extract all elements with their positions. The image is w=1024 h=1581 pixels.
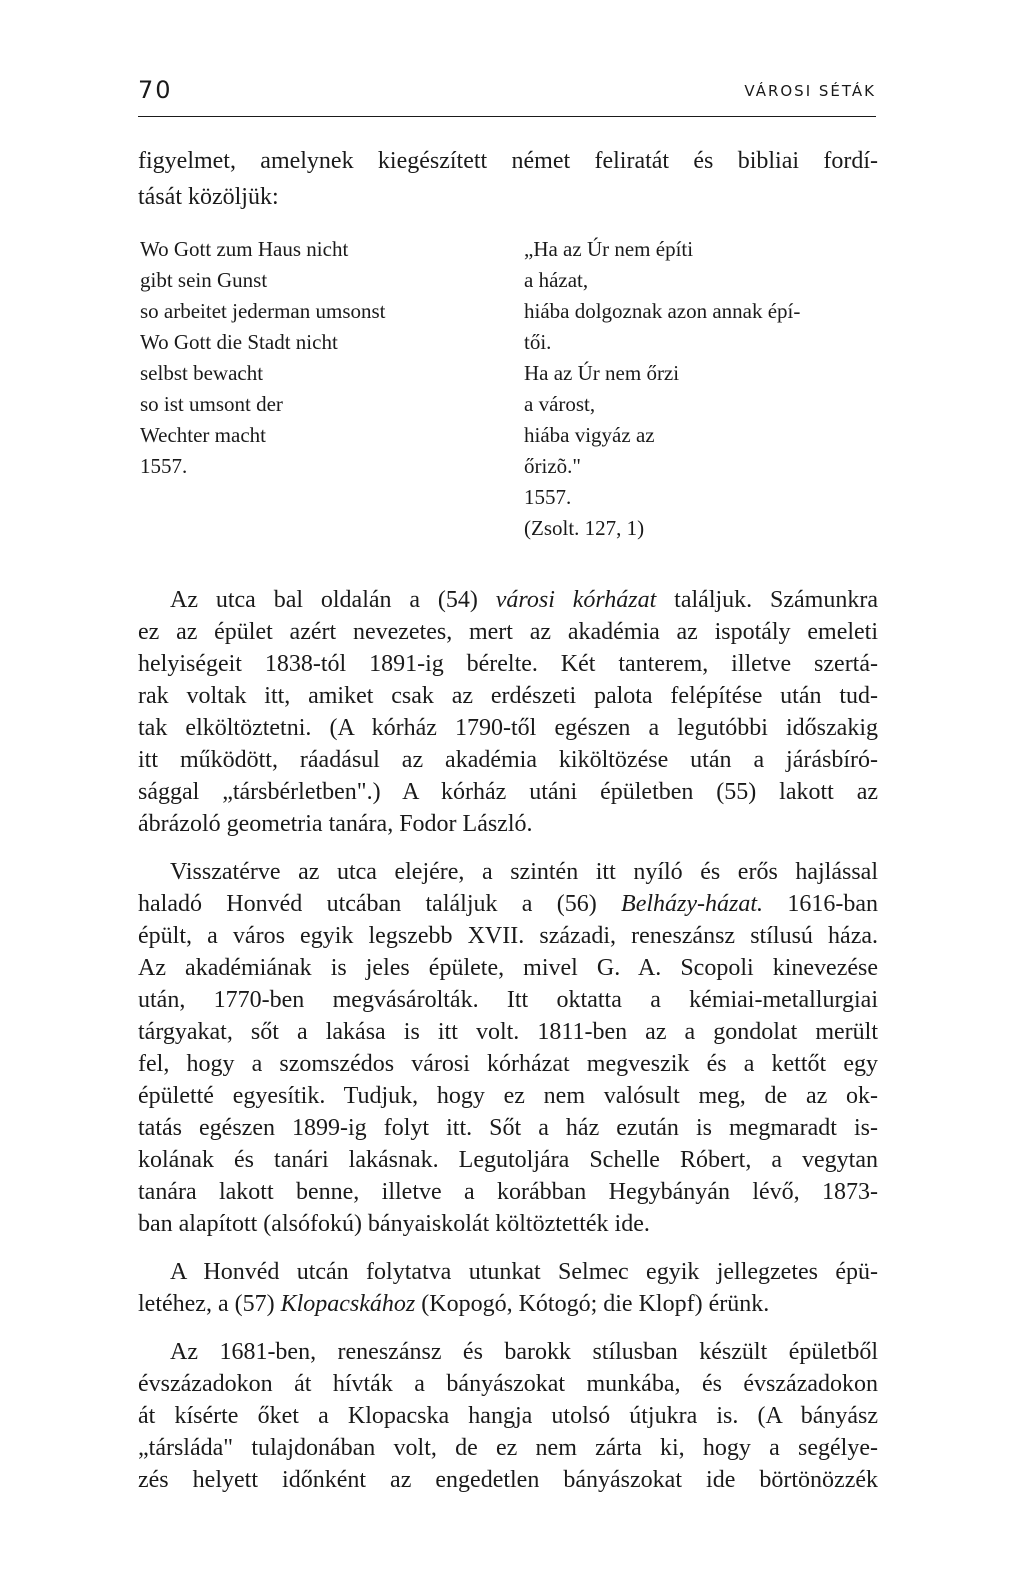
body-line: épületté egyesítik. Tudjuk, hogy ez nem valósult meg, de az ok-: [138, 1083, 878, 1109]
poem-german-line: Wo Gott zum Haus nicht: [140, 237, 349, 261]
emphasized-term: városi kórházat: [495, 587, 657, 613]
body-line: után, 1770-ben megvásárolták. Itt oktatta a kémiai-metallurgiai: [138, 987, 878, 1013]
body-line: sággal „társbérletben".) A kórház utáni épületben (55) lakott az: [138, 779, 878, 805]
body-line: át kísérte őket a Klopacska hangja utolsó útjukra is. (A bányász: [138, 1403, 878, 1429]
poem-german-line: 1557.: [140, 454, 188, 478]
poem-hungarian-line: „Ha az Úr nem építi: [524, 237, 694, 261]
running-title: VÁROSI SÉTÁK: [744, 82, 876, 100]
body-line: fel, hogy a szomszédos városi kórházat megveszik és a kettőt egy: [138, 1051, 878, 1077]
body-line: tanára lakott benne, illetve a korábban Hegybányán lévő, 1873-: [138, 1179, 878, 1205]
poem-german-line: Wechter macht: [140, 423, 266, 447]
emphasized-term: Belházy-házat.: [621, 891, 764, 917]
body-line: letéhez, a (57) Klopacskához (Kopogó, Kótogó; die Klopf) érünk.: [138, 1291, 770, 1317]
poem-hungarian-line: hiába vigyáz az: [524, 423, 655, 447]
body-line: zés helyett időnként az engedetlen bányászokat ide börtönözzék: [138, 1467, 878, 1493]
poem-german-line: so arbeitet jederman umsonst: [140, 299, 386, 323]
intro-line: figyelmet, amelynek kiegészített német feliratát és bibliai fordí-: [138, 148, 878, 174]
body-line: épült, a város egyik legszebb XVII. századi, reneszánsz stílusú háza.: [138, 923, 878, 949]
body-line: ábrázoló geometria tanára, Fodor László.: [138, 811, 533, 837]
body-line: helyiségeit 1838-tól 1891-ig bérelte. Két tanterem, illetve szertá-: [138, 651, 878, 677]
body-line: Visszatérve az utca elejére, a szintén itt nyíló és erős hajlással: [170, 859, 878, 885]
poem-german-line: selbst bewacht: [140, 361, 264, 385]
poem-hungarian-line: 1557.: [524, 485, 572, 509]
intro-line: tását közöljük:: [138, 184, 279, 210]
poem-german-line: so ist umsont der: [140, 392, 283, 416]
poem-german-line: gibt sein Gunst: [140, 268, 268, 292]
poem-hungarian-line: tői.: [524, 330, 552, 354]
poem-hungarian-line: a házat,: [524, 268, 589, 292]
poem-hungarian-line: hiába dolgoznak azon annak épí-: [524, 299, 801, 323]
body-line: „társláda" tulajdonában volt, de ez nem zárta ki, hogy a segélye-: [138, 1435, 878, 1461]
body-line: ban alapított (alsófokú) bányaiskolát költöztették ide.: [138, 1211, 650, 1237]
poem-german-line: Wo Gott die Stadt nicht: [140, 330, 338, 354]
page-number: 70: [138, 76, 173, 104]
body-line: Az 1681-ben, reneszánsz és barokk stílusban készült épületből: [170, 1339, 878, 1365]
body-line: ez az épület azért nevezetes, mert az akadémia az ispotály emeleti: [138, 619, 878, 645]
body-line: itt működött, ráadásul az akadémia kiköltözése után a járásbíró-: [138, 747, 878, 773]
body-line: A Honvéd utcán folytatva utunkat Selmec egyik jellegzetes épü-: [170, 1259, 878, 1285]
header-rule: [138, 116, 876, 117]
body-line: haladó Honvéd utcában találjuk a (56) Belházy-házat. 1616-ban: [138, 891, 878, 917]
page-header: [138, 76, 876, 116]
poem-hungarian-line: (Zsolt. 127, 1): [524, 516, 645, 540]
emphasized-term: Klopacskához: [280, 1291, 416, 1317]
body-line: tárgyakat, sőt a lakása is itt volt. 1811-ben az a gondolat merült: [138, 1019, 878, 1045]
body-line: Az utca bal oldalán a (54) városi kórházat találjuk. Számunkra: [170, 587, 878, 613]
poem-hungarian-line: a várost,: [524, 392, 596, 416]
body-line: tatás egészen 1899-ig folyt itt. Sőt a ház ezután is megmaradt is-: [138, 1115, 878, 1141]
poem-hungarian-line: őrizõ.": [524, 454, 581, 478]
body-line: Az akadémiának is jeles épülete, mivel G. A. Scopoli kinevezése: [138, 955, 878, 981]
body-line: kolának és tanári lakásnak. Legutoljára Schelle Róbert, a vegytan: [138, 1147, 878, 1173]
body-line: évszázadokon át hívták a bányászokat munkába, és évszázadokon: [138, 1371, 878, 1397]
poem-hungarian-line: Ha az Úr nem őrzi: [524, 361, 680, 385]
body-line: tak elköltöztetni. (A kórház 1790-től egészen a legutóbbi időszakig: [138, 715, 878, 741]
body-line: rak voltak itt, amiket csak az erdészeti palota felépítése után tud-: [138, 683, 878, 709]
